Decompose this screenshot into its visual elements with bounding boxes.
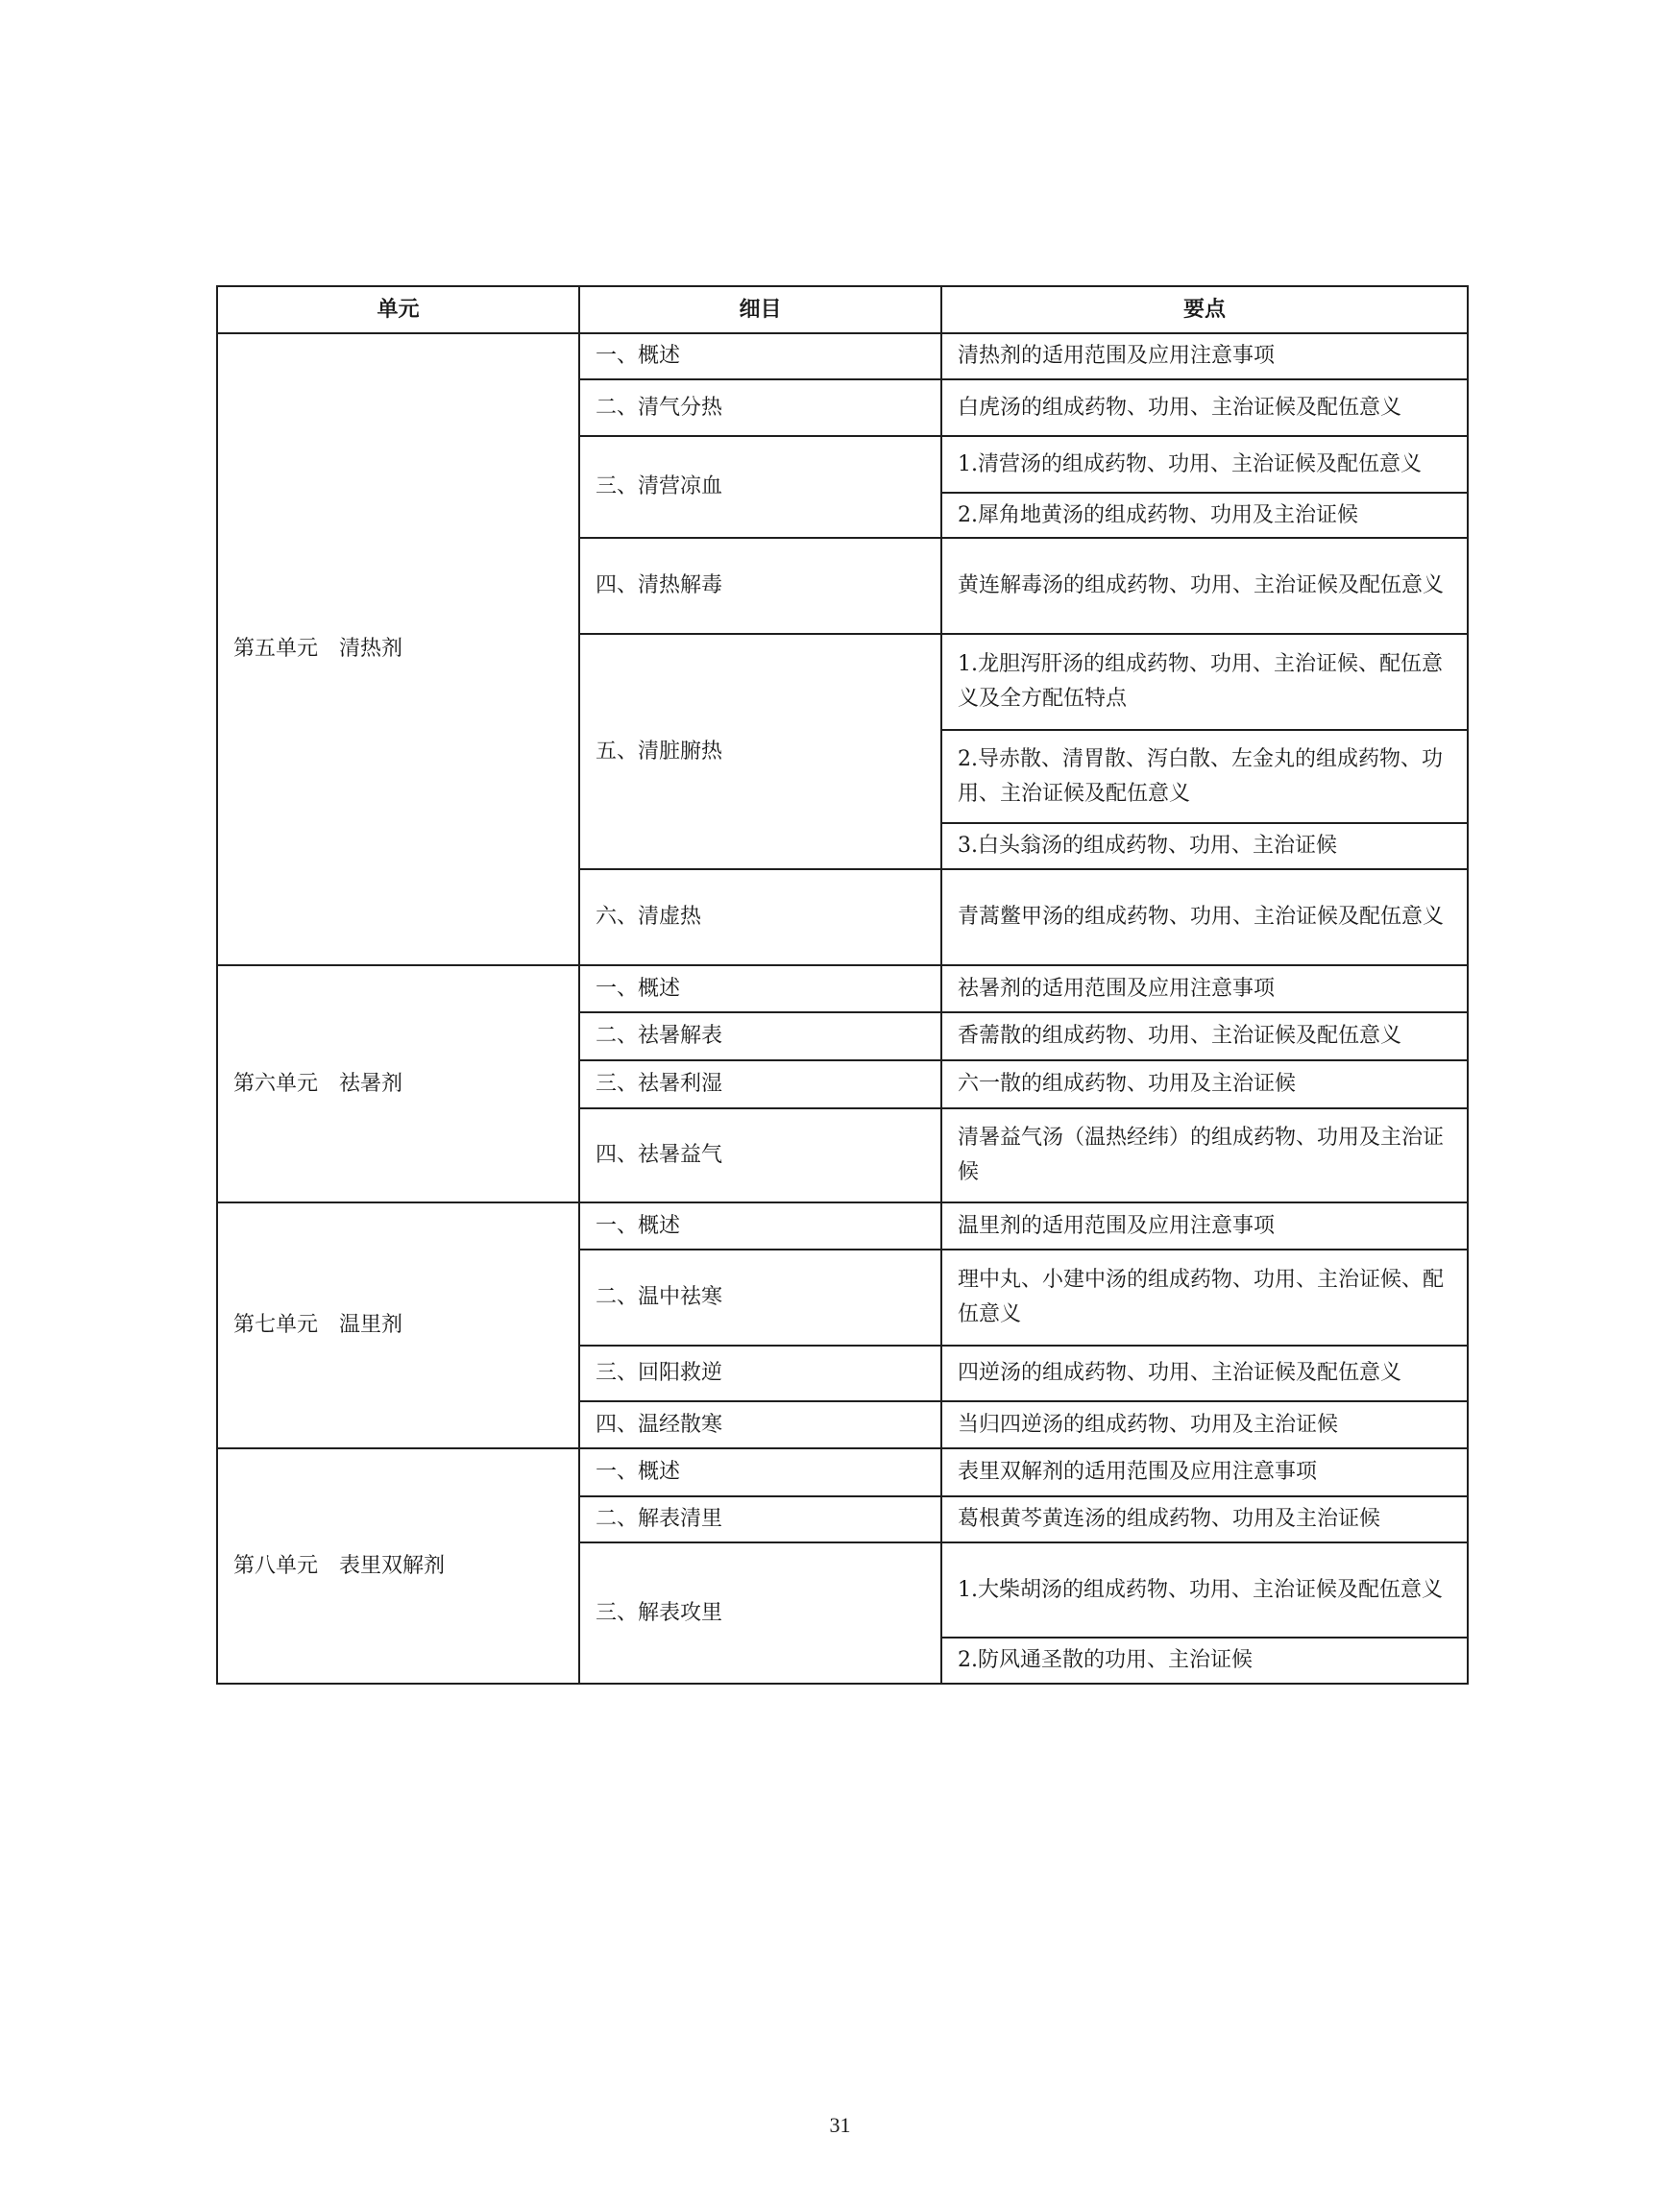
item-cell: 一、概述 <box>579 965 941 1012</box>
syllabus-table <box>216 285 1469 1685</box>
unit-cell: 第八单元 表里双解剂 <box>217 1448 579 1684</box>
unit-cell: 第七单元 温里剂 <box>217 1202 579 1448</box>
table-row <box>217 1202 1468 1250</box>
header-row <box>217 286 1468 333</box>
item-cell: 二、温中祛寒 <box>579 1250 941 1346</box>
point-cell: 六一散的组成药物、功用及主治证候 <box>941 1060 1468 1108</box>
point-cell: 2.防风通圣散的功用、主治证候 <box>941 1638 1468 1684</box>
point-cell: 清暑益气汤（温热经纬）的组成药物、功用及主治证候 <box>941 1108 1468 1202</box>
item-cell: 二、清气分热 <box>579 379 941 436</box>
item-cell: 一、概述 <box>579 1448 941 1496</box>
item-cell: 二、解表清里 <box>579 1496 941 1542</box>
item-cell: 一、概述 <box>579 333 941 379</box>
item-cell: 二、祛暑解表 <box>579 1012 941 1060</box>
point-cell: 祛暑剂的适用范围及应用注意事项 <box>941 965 1468 1012</box>
table-row <box>217 965 1468 1012</box>
item-cell: 四、温经散寒 <box>579 1401 941 1448</box>
point-cell: 温里剂的适用范围及应用注意事项 <box>941 1202 1468 1250</box>
point-cell: 1.龙胆泻肝汤的组成药物、功用、主治证候、配伍意义及全方配伍特点 <box>941 634 1468 730</box>
item-cell: 三、祛暑利湿 <box>579 1060 941 1108</box>
point-cell: 香薷散的组成药物、功用、主治证候及配伍意义 <box>941 1012 1468 1060</box>
point-cell: 3.白头翁汤的组成药物、功用、主治证候 <box>941 823 1468 869</box>
point-cell: 清热剂的适用范围及应用注意事项 <box>941 333 1468 379</box>
unit-cell: 第六单元 祛暑剂 <box>217 965 579 1202</box>
unit-cell: 第五单元 清热剂 <box>217 333 579 965</box>
point-cell: 黄连解毒汤的组成药物、功用、主治证候及配伍意义 <box>941 538 1468 634</box>
point-cell: 2.犀角地黄汤的组成药物、功用及主治证候 <box>941 493 1468 538</box>
header-unit: 单元 <box>217 286 579 333</box>
table-row <box>217 333 1468 379</box>
point-cell: 葛根黄芩黄连汤的组成药物、功用及主治证候 <box>941 1496 1468 1542</box>
point-cell: 2.导赤散、清胃散、泻白散、左金丸的组成药物、功用、主治证候及配伍意义 <box>941 730 1468 823</box>
point-cell: 表里双解剂的适用范围及应用注意事项 <box>941 1448 1468 1496</box>
item-cell: 六、清虚热 <box>579 869 941 965</box>
item-cell: 三、回阳救逆 <box>579 1346 941 1401</box>
item-cell: 三、解表攻里 <box>579 1542 941 1684</box>
page-number: 31 <box>829 2113 851 2137</box>
point-cell: 1.大柴胡汤的组成药物、功用、主治证候及配伍意义 <box>941 1542 1468 1638</box>
point-cell: 1.清营汤的组成药物、功用、主治证候及配伍意义 <box>941 436 1468 493</box>
table-row <box>217 1448 1468 1496</box>
point-cell: 当归四逆汤的组成药物、功用及主治证候 <box>941 1401 1468 1448</box>
header-item: 细目 <box>579 286 941 333</box>
point-cell: 白虎汤的组成药物、功用、主治证候及配伍意义 <box>941 379 1468 436</box>
item-cell: 五、清脏腑热 <box>579 634 941 869</box>
point-cell: 青蒿鳖甲汤的组成药物、功用、主治证候及配伍意义 <box>941 869 1468 965</box>
item-cell: 四、清热解毒 <box>579 538 941 634</box>
item-cell: 一、概述 <box>579 1202 941 1250</box>
item-cell: 四、祛暑益气 <box>579 1108 941 1202</box>
point-cell: 四逆汤的组成药物、功用、主治证候及配伍意义 <box>941 1346 1468 1401</box>
item-cell: 三、清营凉血 <box>579 436 941 538</box>
header-points: 要点 <box>941 286 1468 333</box>
point-cell: 理中丸、小建中汤的组成药物、功用、主治证候、配伍意义 <box>941 1250 1468 1346</box>
